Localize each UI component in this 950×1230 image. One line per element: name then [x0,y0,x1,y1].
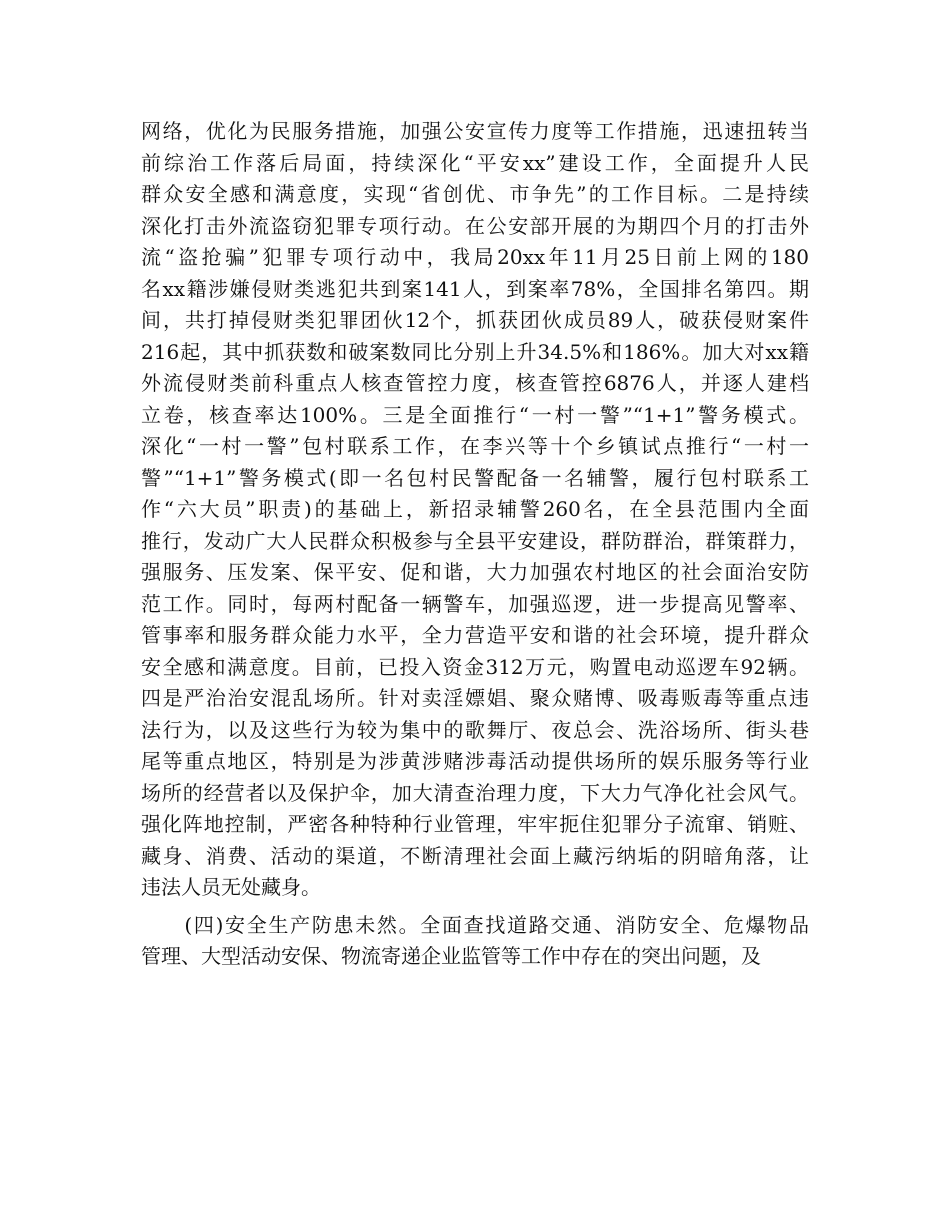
document-body [141,116,809,973]
text-line: 群众安全感和满意度，实现“省创优、市争先”的工作目标。二是持续 [141,182,809,206]
text-line: 场所的经营者以及保护伞，加大清查治理力度，下大力气净化社会风气。 [141,780,809,805]
text-line: 作“六大员”职责)的基础上，新招录辅警260名，在全县范围内全面 [141,497,809,521]
text-line: 警”“1+1”警务模式(即一名包村民警配备一名辅警，履行包村联系工 [141,465,809,490]
text-line: 范工作。同时，每两村配备一辆警车，加强巡逻，进一步提高见警率、 [141,591,809,616]
text-line: 管理、大型活动安保、物流寄递企业监管等工作中存在的突出问题，及 [141,944,761,968]
text-line: 深化“一村一警”包村联系工作，在李兴等十个乡镇试点推行“一村一 [141,434,809,458]
text-line: 流“盗抢骗”犯罪专项行动中，我局20xx年11月25日前上网的180 [141,245,809,269]
text-line: 安全感和满意度。目前，已投入资金312万元，购置电动巡逻车92辆。 [141,654,809,679]
text-line: 强服务、压发案、保平安、促和谐，大力加强农村地区的社会面治安防 [141,560,809,584]
text-line: 四是严治治安混乱场所。针对卖淫嫖娼、聚众赌博、吸毒贩毒等重点违 [141,686,809,710]
text-line: 管事率和服务群众能力水平，全力营造平安和谐的社会环境，提升群众 [141,623,809,647]
text-line: 外流侵财类前科重点人核查管控力度，核查管控6876人，并逐人建档 [141,371,809,395]
paragraph-2 [141,910,809,973]
text-line: 前综治工作落后局面，持续深化“平安xx”建设工作，全面提升人民 [141,150,809,175]
paragraph-1 [141,116,809,904]
text-line: 法行为，以及这些行为较为集中的歌舞厅、夜总会、洗浴场所、街头巷 [141,717,809,742]
text-line: 推行，发动广大人民群众积极参与全县平安建设，群防群治，群策群力， [141,528,809,553]
text-line: 违法人员无处藏身。 [141,875,321,899]
text-line: 强化阵地控制，严密各种特种行业管理，牢牢扼住犯罪分子流窜、销赃、 [141,812,809,836]
text-line: 藏身、消费、活动的渠道，不断清理社会面上藏污纳垢的阴暗角落，让 [141,843,809,868]
text-line: 216起，其中抓获数和破案数同比分别上升34.5%和186%。加大对xx籍 [141,339,809,364]
text-line: 尾等重点地区，特别是为涉黄涉赌涉毒活动提供场所的娱乐服务等行业 [141,749,809,773]
text-line: (四)安全生产防患未然。全面查找道路交通、消防安全、危爆物品 [141,912,809,937]
text-line: 立卷，核查率达100%。三是全面推行“一村一警”“1+1”警务模式。 [141,402,809,427]
text-line: 名xx籍涉嫌侵财类逃犯共到案141人，到案率78%，全国排名第四。期 [141,276,809,301]
text-line: 间，共打掉侵财类犯罪团伙12个，抓获团伙成员89人，破获侵财案件 [141,308,809,332]
text-line: 深化打击外流盗窃犯罪专项行动。在公安部开展的为期四个月的打击外 [141,213,809,238]
text-line: 网络，优化为民服务措施，加强公安宣传力度等工作措施，迅速扭转当 [141,119,809,143]
